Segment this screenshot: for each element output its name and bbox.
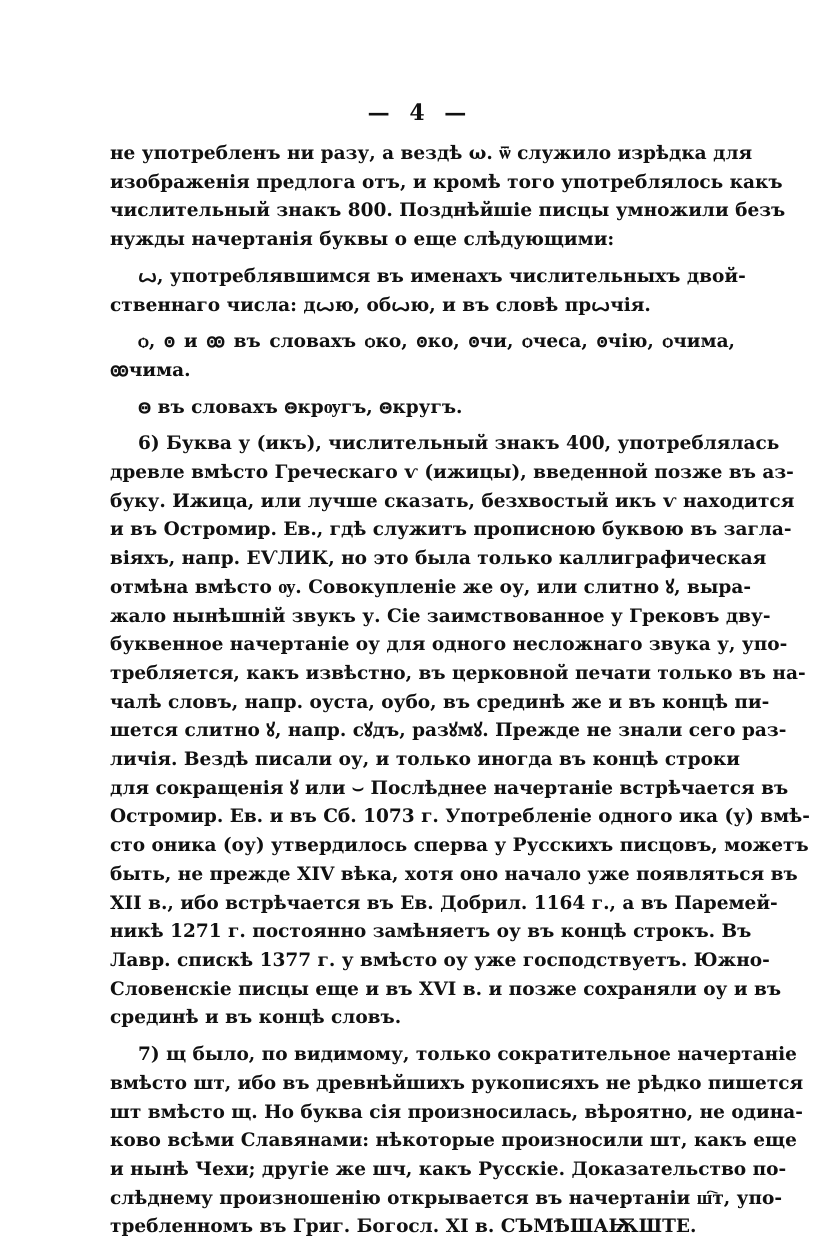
text-line: віяхъ, напр. ЕѴЛИК, но это была только каллиграфическая [110,548,767,570]
text-line: ково всѣми Славянами: нѣкоторые произносили шт, какъ еще [110,1130,797,1152]
paragraph-2 [110,263,746,320]
text-line: отмѣна вмѣсто ѹ. Совокупленіе же оу, или слитно ꙋ, выра- [110,576,752,598]
text-line: требляется, какъ извѣстно, въ церковной печати только въ на- [110,662,806,684]
text-line: сто оника (оу) утвердилось сперва у Русскихъ писцовъ, можетъ [110,835,809,857]
text-line: древле вмѣсто Греческаго ѵ (ижицы), введенной позже въ аз- [110,462,794,484]
text-line: числительный знакъ 800. Позднѣйшіе писцы умножили безъ [110,200,786,222]
text-line: изображенія предлога отъ, и кромѣ того употреблялось какъ [110,171,783,193]
text-line: не употребленъ ни разу, а вездѣ ω. ѿ служило изрѣдка для [110,143,753,164]
paragraph-3 [110,328,735,385]
text-line: буку. Ижица, или лучше сказать, безхвостый икъ ѵ находится [110,490,795,512]
text-line: ꙫ въ словахъ ꙫкрѹгъ, ꙫкругъ. [138,396,463,418]
text-line: шт вмѣсто щ. Но буква сія произносилась, вѣроятно, не одина- [110,1101,803,1123]
text-line: Остромир. Ев. и въ Сб. 1073 г. Употребленіе одного ика (у) вмѣ- [110,806,810,828]
text-line: быть, не прежде XIV вѣка, хотя оно начало уже появляться въ [110,863,798,885]
text-line: ꙍ, употреблявшимся въ именахъ числительныхъ двой- [138,265,746,287]
text-line: чалѣ словъ, напр. оуста, оубо, въ срединѣ же и въ концѣ пи- [110,691,770,713]
paragraph-5 [110,430,810,1033]
text-line: требленномъ въ Григ. Богосл. XI в. СЪМѢШАѬШТЕ. [110,1216,697,1238]
text-line: шется слитно ꙋ, напр. сꙋдъ, разꙋмꙋ. Прежде не знали сего раз- [110,720,787,742]
text-line: для сокращенія ꙋ или ⌣ Послѣднее начертаніе встрѣчается въ [110,777,789,799]
page-number: — 4 — [367,100,473,126]
text-line: ѻ, ꙩ и ꙭ въ словахъ ѻко, ꙩко, ꙩчи, ѻчеса, ꙩчію, ѻчима, [138,331,735,353]
text-line: 6) Буква у (икъ), числительный знакъ 400, употреблялась [138,433,780,455]
text-line: Лавр. спискѣ 1377 г. у вмѣсто оу уже господствуетъ. Южно- [110,949,770,971]
text-line: Словенскіе писцы еще и въ XVI в. и позже сохраняли оу и въ [110,978,782,1000]
body-text [110,140,810,1242]
text-line: жало нынѣшній звукъ у. Сіе заимствованное у Грековъ дву- [110,605,771,627]
paragraph-6 [110,1041,804,1242]
text-line: никѣ 1271 г. постоянно замѣняетъ оу въ концѣ строкъ. Въ [110,921,752,943]
paragraph-1 [110,140,786,255]
text-line: ꙭчима. [110,359,191,381]
paragraph-4 [110,394,735,423]
text-line: нужды начертанія буквы о еще слѣдующими: [110,229,615,251]
text-line: вмѣсто шт, ибо въ древнѣйшихъ рукописяхъ не рѣдко пишется [110,1072,804,1094]
text-line: и нынѣ Чехи; другіе же шч, какъ Русскіе. Доказательство по- [110,1158,787,1180]
text-line: и въ Остромир. Ев., гдѣ служитъ прописною буквою въ загла- [110,519,792,541]
text-line: ственнаго числа: дꙍю, обꙍю, и въ словѣ прꙍчія. [110,294,651,316]
text-line: слѣднему произношенію открывается въ начертаніи ш҇т, упо- [110,1187,783,1209]
text-line: буквенное начертаніе оу для одного несложнаго звука у, упо- [110,634,788,656]
text-line: срединѣ и въ концѣ словъ. [110,1007,402,1029]
text-line: 7) щ было, по видимому, только сократительное начертаніе [138,1044,797,1066]
text-line: XII в., ибо встрѣчается въ Ев. Добрил. 1164 г., а въ Паремей- [110,892,778,914]
text-line: личія. Вездѣ писали оу, и только иногда въ концѣ строки [110,749,740,771]
